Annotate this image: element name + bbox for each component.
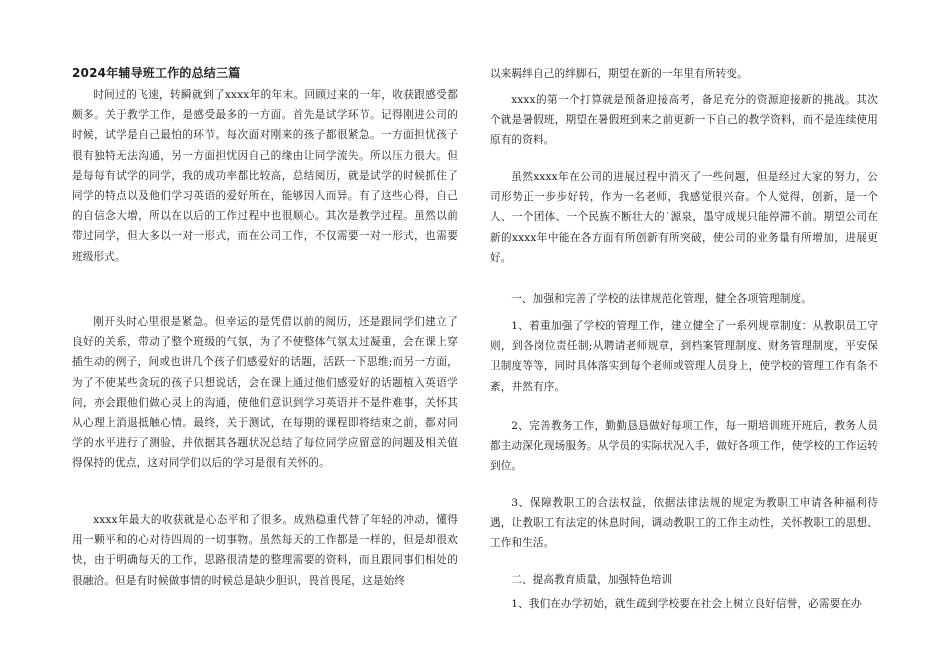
paragraph: 时间过的飞速，转瞬就到了xxxx年的年末。回顾过来的一年，收获跟感受都颇多。关于教学工作，是感受最多的一方面。首先是试学环节。记得刚进公司的时候，试学是自己最怕的环节。每次面对刚来的孩子都很紧急。一方面担忧孩子很有独特无法沟通，另一方面担忧因自己的缘由让同学流失。所以压力很大。但是每每有试学的同学，我的成功率都比较高，总结阅历，就是试学的时候抓住了同学的特点以及他们学习英语的爱好所在，能够因人而异。有了这些心得，自己的自信念大增，所以在以后的工作过程中也很顺心。其次是教学过程。虽然以前带过同学，但大多以一对一形式，而在公司工作，不仅需要一对一形式，也需要班级形式。 (72, 89, 458, 263)
paragraph: 刚开头时心里很是紧急。但幸运的是凭借以前的阅历，还是跟同学们建立了良好的关系，带动了整个班级的气氛，为了不使整体气氛太过凝重，会在课上穿插生动的例子，间或也讲几个孩子们感爱好的话题，活跃一下思维;而另一方面，为了不使某些贪玩的孩子只想说话，会在课上通过他们感爱好的话题植入英语学问，亦会跟他们做心灵上的沟通，使他们意识到学习英语并不是件难事，关怀其从心理上消退抵触心情。最终，关于测试，在每期的课程即将结束之前，都对同学的水平进行了测验，并依据其各题状况总结了每位同学应留意的问题及相关值得保持的优点，这对同学们以后的学习是很有关怀的。 (72, 316, 458, 470)
paragraph: 以来羁绊自己的绊脚石，期望在新的一年里有所转变。 (490, 68, 748, 80)
paragraph: xxxx的第一个打算就是预备迎接高考，备足充分的资源迎接新的挑战。其次个就是暑假班，期望在暑假班到来之前更新一下自己的教学资料，而不是连续使用原有的资料。 (490, 94, 878, 147)
document-title: 2024年辅导班工作的总结三篇 (72, 66, 241, 80)
paragraph: xxxx年最大的收获就是心态平和了很多。成熟稳重代替了年轻的冲动，懂得用一颗平和的心对待四周的一切事物。虽然每天的工作都是一样的，但是却很欢快，由于明确每天的工作，思路很清楚的整理需要的资料，而且跟同事们相处的很融洽。但是有时候做事情的时候总是缺少胆识，畏首畏尾，这是始终 (72, 514, 458, 587)
paragraph: 1、着重加强了学校的管理工作，建立健全了一系列规章制度：从教职员工守则，到各岗位责任制;从聘请老师规章，到档案管理制度、财务管理制度，平安保卫制度等等，同时具体落实到每个老师或管理人员身上，使学校的管理工作有条不紊，井然有序。 (490, 320, 878, 393)
paragraph: 3、保障教职工的合法权益，依据法律法规的规定为教职工申请各种福利待遇，让教职工有法定的休息时间，调动教职工的工作主动性，关怀教职工的思想、工作和生活。 (490, 497, 878, 550)
section-heading: 二、提高教育质量，加强特色培训 (511, 574, 673, 586)
section-heading: 一、加强和完善了学校的法律规范化管理，健全各项管理制度。 (511, 293, 813, 305)
paragraph: 虽然xxxx年在公司的进展过程中消灭了一些问题，但是经过大家的努力，公司形势正一步步好转，作为一名老师，我感觉很兴奋。个人觉得，创新，是一个人、一个团体、一个民族不断壮大的˙源泉，墨守成规只能停滞不前。期望公司在新的xxxx年中能在各方面有所创新有所突破，使公司的业务量有所增加，进展更好。 (490, 171, 878, 264)
paragraph: 1、我们在办学初始，就生疏到学校要在社会上树立良好信誉，必需要在办 (511, 598, 862, 610)
paragraph: 2、完善教务工作，勤勤恳恳做好每项工作，每一期培训班开班后，教务人员都主动深化现场服务。从学员的实际状况入手，做好各项工作，使学校的工作运转到位。 (490, 420, 878, 473)
